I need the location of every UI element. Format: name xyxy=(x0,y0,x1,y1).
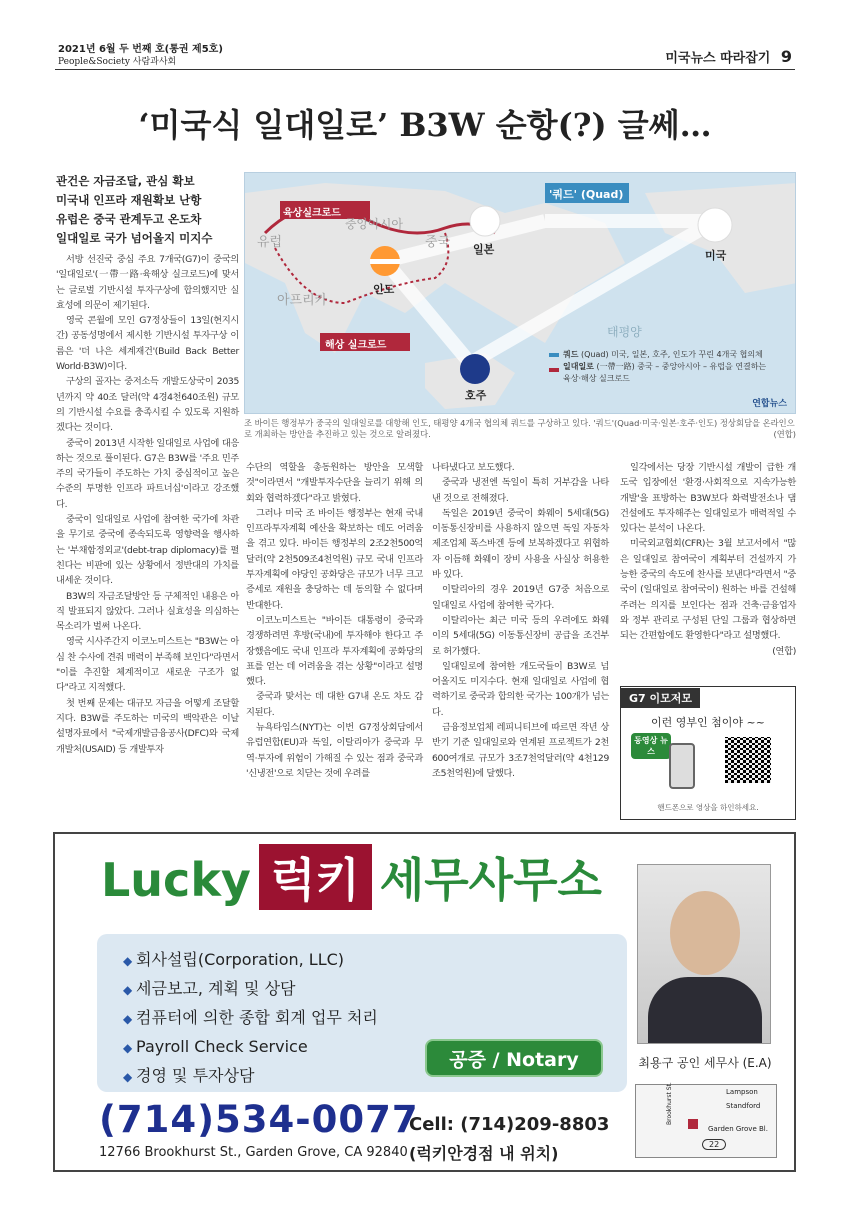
brand-suffix: 세무사무소 xyxy=(379,853,602,907)
map-label-india: 인도 xyxy=(373,283,395,296)
article-byline: (연합) xyxy=(772,645,796,657)
service-item: ◆ 회사설립(Corporation, LLC) xyxy=(123,946,601,975)
paragraph: 중국이 일대일로 사업에 참여한 국가에 차관을 무기로 중국에 종속되도록 영향력을 행사하는 '부채함정외교'(debt-trap diplomacy)를 펼친다는 비판에 있는 상황에서 정반대의 가치를 내세운 것이다. xyxy=(56,514,239,587)
paragraph: 독일은 2019년 중국이 화웨이 5세대(5G) 이동통신장비를 사용하지 않으면 독일 자동차 제조업체 폭스바겐 등에 보복하겠다고 위협하자 이듬해 화웨이 장비 사용을 사실상 허용한 바 있다. xyxy=(432,507,609,581)
map-label-land-route: 육상실크로드 xyxy=(283,208,341,219)
brand-english: Lucky xyxy=(101,853,251,907)
person-silhouette-icon xyxy=(670,891,740,975)
map-caption xyxy=(244,418,796,440)
paragraph: 수단의 역할을 총동원하는 방안을 모색할 것"이라면서 "개발투자수단을 늘리기 위해 의회와 협력하겠다"라고 밝혔다. xyxy=(246,462,423,504)
paragraph: 이탈리아는 최근 미국 등의 우려에도 화웨이의 5세대(5G) 이동통신장비 공급을 조건부로 허가했다. xyxy=(432,614,609,657)
section-name: 미국뉴스 따라잡기 xyxy=(665,51,771,66)
article-subheads xyxy=(56,172,241,248)
suit-shape xyxy=(648,977,762,1044)
legend-bri-swatch xyxy=(549,368,559,372)
header-rule xyxy=(55,69,795,70)
cell-phone[interactable]: Cell: (714)209-8803 xyxy=(409,1114,610,1135)
legend-quad-term: 쿼드 xyxy=(563,350,579,359)
road-garden-grove: Garden Grove Bl. xyxy=(708,1125,768,1133)
accountant-name: 최용구 공인 세무사 (E.A) xyxy=(638,1056,772,1070)
map-label-europe: 유럽 xyxy=(257,235,283,250)
article-title: ‘미국식 일대일로’ B3W 순항(?) 글쎄… xyxy=(138,106,712,144)
paragraph: 금융정보업체 레피니티브에 따르면 작년 상반기 기준 일대일로와 연계된 프로젝트가 2천600여개로 규모가 3조7천억달러(약 4천129조5천억원)에 달했다. xyxy=(432,722,609,779)
legend-bri-term: 일대일로 xyxy=(563,362,594,371)
article-column-4 xyxy=(620,460,796,659)
road-stanford: Standford xyxy=(726,1102,761,1110)
map-label-australia: 호주 xyxy=(465,389,487,402)
india-flag-stripe xyxy=(370,259,400,264)
subhead-line: 관건은 자금조달, 관심 확보 xyxy=(56,174,195,188)
map-label-japan: 일본 xyxy=(473,243,495,256)
paragraph: 일각에서는 당장 기반시설 개발이 급한 개도국 입장에선 '환경·사회적으로 지속가능한 개발'을 표방하는 B3W보다 화력발전소나 댐 건설에도 투자해주는 일대일로가 매력적일 수 있다는 분석이 나온다. xyxy=(620,462,796,535)
paragraph: 나타냈다고 보도했다. xyxy=(432,462,515,473)
paragraph: 미국외교협회(CFR)는 3월 보고서에서 "많은 일대일로 참여국이 계획부터 건설까지 가능한 중국의 속도에 찬사를 보낸다"라면서 "중국이 (일대일로 참여국이) 원하는 바를 건설해주려는 의지를 보인다는 점과 건축·금융업자와 정부 관리로 구성된 단일 그룹과 협상하면 되는 간편함에도 환영한다"라고 설명했다. xyxy=(620,538,796,642)
map-label-sea-route: 해상 실크로드 xyxy=(325,340,387,351)
australia-flag xyxy=(460,354,490,384)
brand-korean: 럭키 xyxy=(259,844,372,910)
lucky-tax-advertisement[interactable] xyxy=(53,832,796,1172)
map-label-africa: 아프리카 xyxy=(277,293,328,308)
paragraph: 영국 시사주간지 이코노미스트는 "B3W는 아심 찬 수사에 견줘 매력이 부족해 보인다"라면서 "이를 추진할 체계적이고 새로운 구조가 없다"라고 지적했다. xyxy=(56,636,239,694)
g7-box-tagline: 이런 영부인 첨이야 ~~ xyxy=(651,716,765,729)
legend-quad-swatch xyxy=(549,353,559,357)
g7-box-hint: 핸드폰으로 영상을 하인하세요. xyxy=(657,803,759,812)
caption-text: 조 바이든 행정부가 중국의 일대일로를 대항해 인도, 태평양 4개국 협의체 쿼드를 구상하고 있다. '쿼드'(Quad·미국·일본·호주·인도) 정상회담을 온라인으로 개최하는 방안을 추진하고 있는 것으로 알려졌다. xyxy=(244,418,795,439)
g7-sidebar-box xyxy=(620,686,796,820)
ad-brand xyxy=(101,844,602,910)
paragraph: 이코노미스트는 "바이든 대통령이 중국과 경쟁하려면 후방(국내)에 투자해야 한다고 주장했음에도 국내 인프라 투자계획에 공화당의 표를 얻는 데 어려움을 겪는 상황"이라고 설명했다. xyxy=(246,614,423,688)
publication-name: People&Society 사람과사회 xyxy=(58,57,177,67)
quad-map xyxy=(244,172,796,414)
map-label-china: 중국 xyxy=(425,235,451,250)
paragraph: 뉴욕타임스(NYT)는 이번 G7정상회담에서 유럽연합(EU)과 독일, 이탈리아가 중국과 무역·투자에 위험이 가해질 수 있는 점과 중국과 '신냉전'으로 치닫는 것에 우려를 xyxy=(246,722,423,779)
map-legend xyxy=(563,349,793,385)
article-column-2 xyxy=(246,460,423,781)
issue-header xyxy=(58,44,223,68)
paragraph: 서방 선진국 중심 주요 7개국(G7)이 중국의 '일대일로'(一帶一路·육해상 실크로드)에 맞서는 글로벌 기반시설 투자구상에 합의했지만 실효성에 의문이 제기된다. xyxy=(56,254,239,311)
map-label-pacific: 태평양 xyxy=(607,325,642,339)
usa-flag xyxy=(698,208,732,242)
paragraph: 중국이 2013년 시작한 일대일로 사업에 대응하는 것으로 풀이된다. G7은 B3W를 '주요 민주주의 국가들이 주도하는 가치 중심적이고 높은 수준의 투명한 인프라 파트너십'이라고 강조했다. xyxy=(56,437,239,510)
paragraph: 구상의 골자는 중저소득 개발도상국이 2035년까지 약 40조 달러(약 4경4천640조원) 규모의 기반시설 수요를 충족시킬 수 있도록 지원하겠다는 것이다. xyxy=(56,376,239,434)
office-address: 12766 Brookhurst St., Garden Grove, CA 92840 xyxy=(99,1145,408,1160)
subhead-line: 미국내 인프라 재원확보 난항 xyxy=(56,193,202,207)
paragraph: 중국과 냉전엔 독일이 특히 거부감을 나타낸 것으로 전해졌다. xyxy=(432,477,609,504)
paragraph: B3W의 자금조달방안 등 구체적인 내용은 아직 발표되지 않았다. 그러나 실효성을 의심하는 목소리가 벌써 나온다. xyxy=(56,590,239,633)
legend-bri-desc2: 육상·해상 실크로드 xyxy=(563,374,630,383)
japan-flag xyxy=(470,206,500,236)
page-number: 9 xyxy=(780,47,792,66)
road-lampson: Lampson xyxy=(726,1088,758,1096)
article-column-1 xyxy=(56,252,239,757)
paragraph: 중국과 맞서는 데 대한 G7내 온도 차도 감지된다. xyxy=(246,691,423,718)
map-label-central-asia: 중앙아시아 xyxy=(345,217,403,231)
office-marker-icon xyxy=(688,1119,698,1129)
legend-quad-desc: (Quad) 미국, 일본, 호주, 인도가 꾸린 4개국 협의체 xyxy=(581,350,763,359)
paragraph: 이탈리아의 경우 2019년 G7중 처음으로 일대일로 사업에 참여한 국가다. xyxy=(432,584,609,611)
service-item: ◆ 경영 및 투자상담 xyxy=(123,1062,601,1091)
road-brookhurst: Brookhurst St. xyxy=(666,1082,673,1125)
subhead-line: 유럽은 중국 관계두고 온도차 xyxy=(56,212,202,226)
location-minimap[interactable] xyxy=(635,1084,777,1158)
paragraph: 일대일로에 참여한 개도국들이 B3W로 넘어올지도 미지수다. 현재 일대일로 사업에 협력하기로 중국과 합의한 국가는 100개가 넘는다. xyxy=(432,660,609,718)
service-item: ◆ 세금보고, 계획 및 상담 xyxy=(123,975,601,1004)
office-phone[interactable]: (714)534-0077 xyxy=(99,1098,419,1141)
service-item: ◆ Payroll Check Service xyxy=(123,1033,601,1062)
accountant-photo xyxy=(637,864,771,1044)
paragraph: 영국 콘월에 모인 G7정상들이 13일(현지시간) 공동성명에서 제시한 기반시설 투자구상 이름은 '더 나은 세계재건'(Build Back Better World·B3W)이다. xyxy=(56,315,239,373)
office-location-note: (럭키안경점 내 위치) xyxy=(409,1144,559,1163)
article-column-3 xyxy=(432,460,609,781)
g7-box-title: G7 이모저모 xyxy=(621,688,700,708)
map-source: 연합뉴스 xyxy=(752,399,787,409)
paragraph: 그러나 미국 조 바이든 행정부는 현재 국내 인프라투자계획 예산을 확보하는 데도 어려움을 겪고 있다. 바이든 행정부의 2조2천500억 달러(약 2천509조4천억원) 규모 국내 인프라 투자계획에 야당인 공화당은 규모가 너무 크고 증세로 재원을 충당하는 데 동의할 수 없다며 반대한다. xyxy=(246,507,423,611)
caption-credit: (연합) xyxy=(773,429,796,439)
legend-bri-desc: (一帶一路) 중국 – 중앙아시아 – 유럽을 연결하는 xyxy=(596,362,767,371)
qr-code[interactable] xyxy=(725,737,771,783)
issue-info: 2021년 6월 두 번째 호(통권 제5호) xyxy=(58,44,223,55)
section-header xyxy=(665,47,792,66)
map-label-usa: 미국 xyxy=(705,249,727,262)
video-news-badge: 동영상 뉴스 xyxy=(631,733,671,759)
service-item: ◆ 컴퓨터에 의한 종합 회계 업무 처리 xyxy=(123,1004,601,1033)
notary-badge: 공증 / Notary xyxy=(425,1039,603,1077)
map-label-quad: '쿼드' (Quad) xyxy=(549,188,624,201)
freeway-22-badge: 22 xyxy=(702,1139,726,1150)
paragraph: 첫 번째 문제는 대규모 자금을 어떻게 조달할지다. B3W를 주도하는 미국의 백악관은 이날 설명자료에서 "국제개발금융공사(DFC)와 국제개발처(USAID) 등 개발투자 xyxy=(56,697,239,755)
smartphone-icon xyxy=(669,743,695,789)
subhead-line: 일대일로 국가 넘어올지 미지수 xyxy=(56,231,213,245)
